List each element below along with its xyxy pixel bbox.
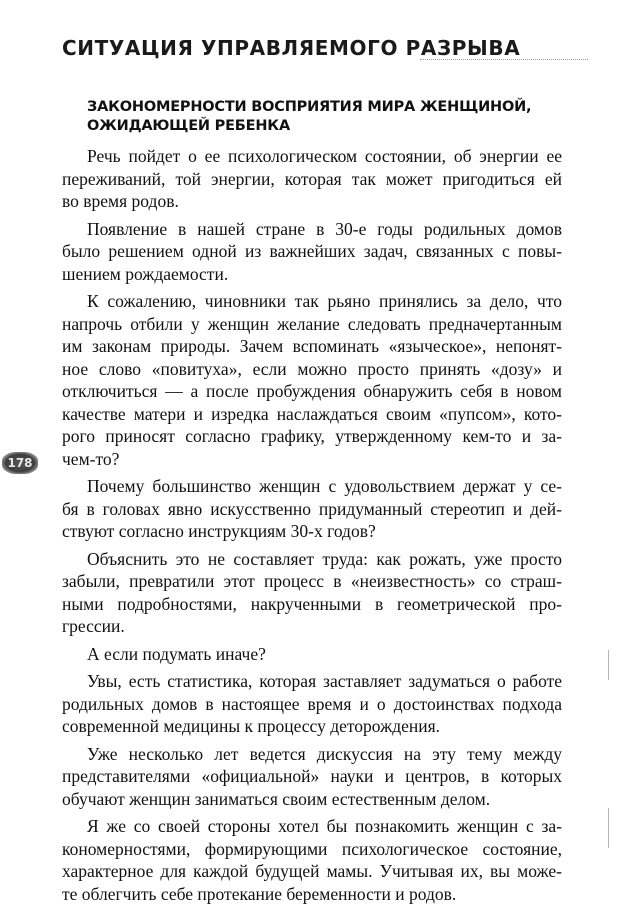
header-rule: [420, 59, 588, 60]
text-line: Появление в нашей стране в 30-е годы родильных домов: [87, 218, 562, 239]
paragraph: [62, 145, 562, 213]
text-line: Почему большинство женщин с удовольствием держат у се-: [87, 476, 562, 496]
text-line: те облегчить себе протекание беременности и родов.: [62, 883, 457, 904]
running-header: СИТУАЦИЯ УПРАВЛЯЕМОГО РАЗРЫВА: [62, 36, 521, 60]
text-line: было решением одной из важнейших задач, связанных с повы-: [62, 241, 562, 261]
section-heading-line-2: ОЖИДАЮЩЕЙ РЕБЕНКА: [87, 118, 290, 134]
text-line: родильных домов в настоящее время и о достоинствах подхода: [62, 693, 562, 714]
body-text: [62, 145, 562, 905]
text-line: обучают женщин заниматься своим естественным делом.: [62, 788, 491, 809]
text-line: Уже несколько лет ведется дискуссия на эту тему между: [87, 743, 562, 764]
paragraph: [62, 218, 562, 286]
text-line: им законам природы. Зачем вспоминать «языческое», непонят-: [62, 336, 562, 356]
paragraph: [62, 743, 562, 811]
text-line: качестве матери и изредка наслаждаться своим «пупсом», кото-: [62, 403, 562, 424]
text-line: рого приносят согласно графику, утвержденному кем-то и за-: [62, 426, 562, 446]
text-line: представителями «официальной» науки и центров, в которых: [62, 766, 562, 786]
margin-scan-mark: [608, 650, 609, 680]
text-line: ными подробностями, накрученными в геометрической про-: [62, 593, 562, 614]
paragraph: [62, 548, 562, 638]
text-line: напрочь отбили у женщин желание следовать предначертанным: [62, 313, 562, 334]
text-line: кономерностями, формирующими психологическое состояние,: [62, 838, 562, 859]
section-heading-line-1: ЗАКОНОМЕРНОСТИ ВОСПРИЯТИЯ МИРА ЖЕНЩИНОЙ,: [87, 99, 532, 115]
paragraph: [62, 815, 562, 905]
text-line: Увы, есть статистика, которая заставляет задуматься о работе: [87, 671, 562, 691]
text-line: характерное для каждой будущей мамы. Учитывая их, вы може-: [62, 861, 562, 881]
text-line: Речь пойдет о ее психологическом состоянии, об энергии ее: [87, 146, 562, 166]
text-line: шением рождаемости.: [62, 263, 229, 284]
page-number: 178: [2, 452, 38, 474]
text-line: грессии.: [62, 616, 125, 636]
text-line: Объяснить это не составляет труда: как рожать, уже просто: [87, 548, 562, 569]
section-heading: [87, 98, 557, 136]
text-line: чем-то?: [62, 448, 120, 469]
text-line: современной медицины к процессу деторождения.: [62, 716, 441, 736]
text-line: отключиться — а после пробуждения обнаружить себя в новом: [62, 381, 562, 401]
margin-scan-mark: [608, 808, 609, 848]
text-line: ное слово «повитуха», если можно просто принять «дозу» и: [62, 358, 562, 379]
text-line: во время родов.: [62, 191, 179, 211]
text-line: Я же со своей стороны хотел бы познакомить женщин с за-: [87, 816, 562, 836]
text-line: К сожалению, чиновники так рьяно принялись за дело, что: [87, 291, 562, 311]
text-line: переживаний, той энергии, которая так может пригодиться ей: [62, 168, 562, 189]
text-line: бя в головах явно искусственно придуманный стереотип и дей-: [62, 498, 562, 519]
text-line: ствуют согласно инструкциям 30-х годов?: [62, 521, 376, 541]
text-line: А если подумать иначе?: [87, 643, 266, 664]
paragraph: [62, 290, 562, 470]
paragraph: [62, 475, 562, 543]
paragraph: [62, 643, 562, 666]
paragraph: [62, 670, 562, 738]
text-line: забыли, превратили этот процесс в «неизвестность» со страш-: [62, 571, 562, 591]
